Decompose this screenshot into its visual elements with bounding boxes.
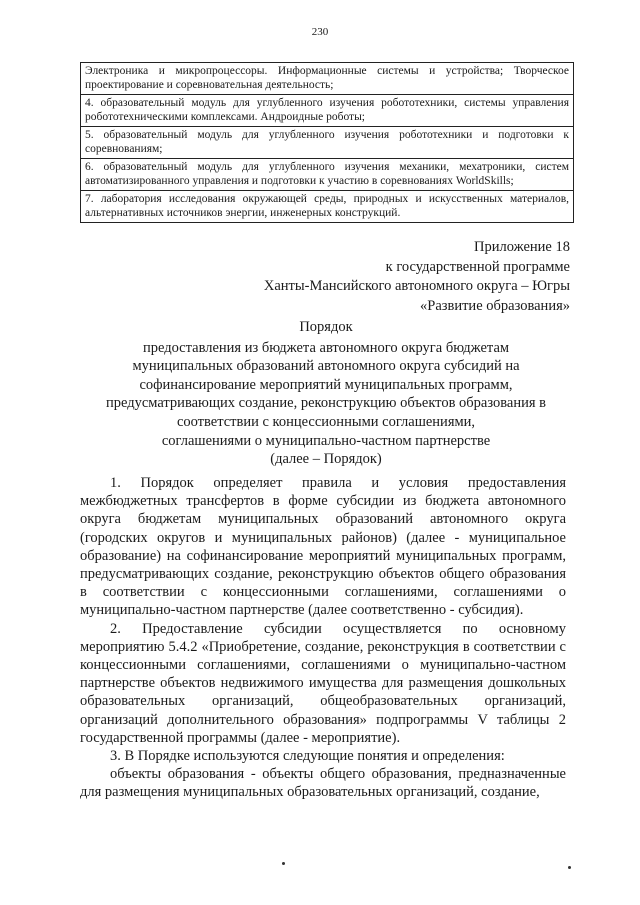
paragraph: 1. Порядок определяет правила и условия предоставления межбюджетных трансфертов в форме субсидии из бюджета автономного округа бюджетам муниципальных образований автономного округа (городских округов и муниципальных районов) (далее - муниципальное образование) на софинансирование мероприятий муниципальных программ, предусматривающих создание, реконструкцию объектов общего образования в соответствии с концессионными соглашениями, соглашениями о муниципально-частном партнерстве (далее соответственно - субсидия). [80, 475, 566, 619]
appendix-line: Ханты-Мансийского автономного округа – Югры [263, 278, 570, 294]
title-line: соглашениями о муниципально-частном партнерстве [161, 432, 491, 449]
title-line: софинансирование мероприятий муниципальных программ, [139, 376, 513, 393]
appendix-number: Приложение 18 [474, 239, 570, 255]
appendix-line: к государственной программе [385, 258, 570, 275]
title-line: Порядок [299, 319, 353, 335]
scan-speck [568, 866, 571, 869]
title-line: предусматривающих создание, реконструкцию объектов образования в [105, 395, 547, 412]
appendix-header [264, 238, 570, 316]
modules-table [80, 62, 574, 223]
table-row: 5. образовательный модуль для углубленного изучения робототехники и подготовки к соревнованиям; [81, 126, 573, 158]
paragraph: объекты образования - объекты общего образования, предназначенные для размещения муниципальных образовательных организаций, создание, [80, 766, 566, 801]
title-line: соответствии с концессионными соглашениями, [176, 413, 476, 430]
table-row: 4. образовательный модуль для углубленного изучения робототехники, системы управления робототехническими комплексами. Андроидные роботы; [81, 94, 573, 126]
appendix-line: «Развитие образования» [420, 297, 570, 314]
title-line: муниципальных образований автономного округа субсидий на [132, 358, 520, 375]
scan-speck [282, 862, 285, 865]
title-line: предоставления из бюджета автономного округа бюджетам [142, 339, 510, 356]
document-title [80, 318, 572, 469]
page-number: 230 [311, 26, 329, 38]
paragraph: 3. В Порядке используются следующие понятия и определения: [110, 748, 505, 765]
table-row: 7. лаборатория исследования окружающей среды, природных и искусственных материалов, альтернативных источников энергии, инженерных конструкций. [81, 190, 573, 222]
document-body [80, 474, 566, 802]
title-line: (далее – Порядок) [270, 451, 382, 468]
paragraph: 2. Предоставление субсидии осуществляется по основному мероприятию 5.4.2 «Приобретение, создание, реконструкция в соответствии с концессионными соглашениями, соглашениями о муниципально-частном партнерстве объектов недвижимого имущества для размещения дошкольных образовательных организаций, общеобразовательных организаций, организаций дополнительного образования» подпрограммы V таблицы 2 государственной программы (далее - мероприятие). [80, 620, 566, 746]
table-row: Электроника и микропроцессоры. Информационные системы и устройства; Творческое проектирование и соревновательная деятельность; [85, 65, 569, 91]
table-row: 6. образовательный модуль для углубленного изучения механики, мехатроники, систем автоматизированного управления и подготовки к участию в соревнованиях WorldSkills; [81, 158, 573, 190]
